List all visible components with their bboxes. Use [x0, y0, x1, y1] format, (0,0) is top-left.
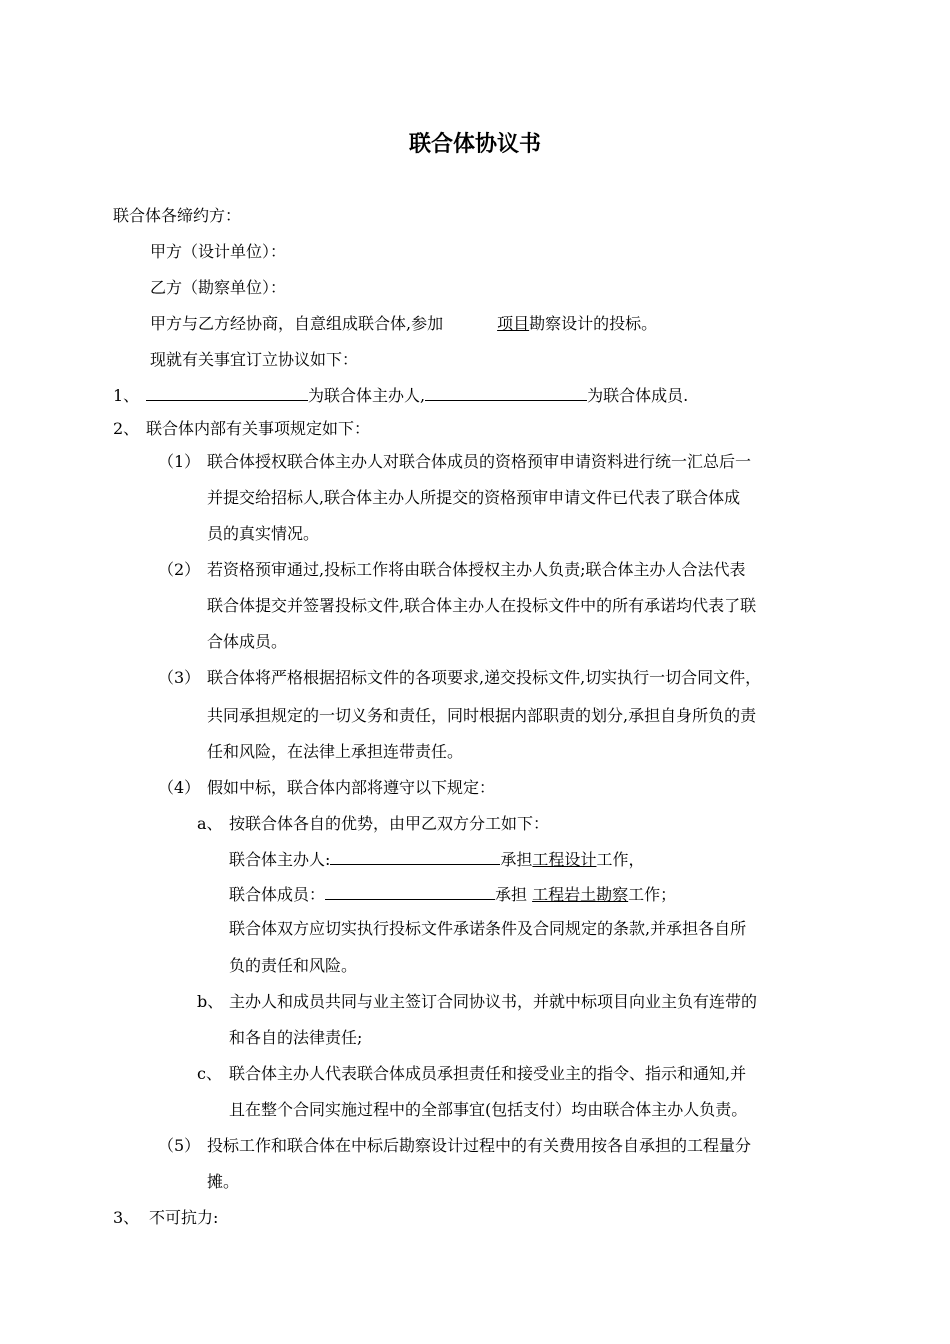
item-3-text: 不可抗力: — [149, 1208, 219, 1227]
sub-2-line: 若资格预审通过,投标工作将由联合体授权主办人负责;联合体主办人合法代表 — [207, 560, 746, 579]
sub-1-line: 联合体授权联合体主办人对联合体成员的资格预审申请资料进行统一汇总后一 — [207, 452, 752, 471]
intro-post: 勘察设计的投标。 — [529, 314, 658, 333]
leader-post: 工作， — [596, 850, 645, 869]
sub-5-line: 摊。 — [207, 1172, 240, 1191]
intro-project-blank: 项目 — [497, 314, 530, 333]
member-assignment-blank — [325, 883, 495, 900]
item-3 — [113, 1207, 218, 1229]
item-a-line: 负的责任和风险。 — [229, 956, 358, 975]
sub-1-line: 并提交给招标人,联合体主办人所提交的资格预审申请文件已代表了联合体成 — [207, 488, 741, 507]
leader-label: 联合体主办人: — [229, 850, 331, 869]
sub-1-number: （1） — [158, 452, 201, 471]
member-post: 工作； — [628, 885, 677, 904]
item-a-number: a、 — [197, 814, 223, 833]
item-1-number: 1、 — [113, 386, 140, 405]
sub-5-number: （5） — [158, 1136, 201, 1155]
sub-4-text: 假如中标，联合体内部将遵守以下规定： — [207, 778, 496, 797]
sub-1-line: 员的真实情况。 — [207, 524, 320, 543]
item-b-line: 和各自的法律责任; — [229, 1028, 363, 1047]
leader-work: 工程设计 — [532, 850, 597, 869]
intro-line — [150, 313, 657, 335]
intro-pre: 甲方与乙方经协商，自意组成联合体,参加 — [150, 314, 444, 333]
item-b-number: b、 — [197, 992, 224, 1011]
sub-3-line: 联合体将严格根据招标文件的各项要求,递交投标文件,切实执行一切合同文件， — [207, 668, 762, 687]
sub-3-line: 任和风险，在法律上承担连带责任。 — [207, 742, 464, 761]
item-c-line: 且在整个合同实施过程中的全部事宜(包括支付）均由联合体主办人负责。 — [229, 1100, 748, 1119]
sub-2-line: 合体成员。 — [207, 632, 288, 651]
leader-mid: 承担 — [500, 850, 533, 869]
leader-name-blank — [146, 384, 308, 401]
item-2-text: 联合体内部有关事项规定如下： — [146, 419, 371, 438]
item-b-line: 主办人和成员共同与业主签订合同协议书，并就中标项目向业主负有连带的 — [229, 992, 758, 1011]
item-1-text-b: 为联合体成员. — [587, 386, 689, 405]
item-2 — [113, 418, 370, 440]
item-c-number: c、 — [197, 1064, 222, 1083]
member-mid: 承担 — [495, 885, 533, 904]
sub-2-number: （2） — [158, 560, 201, 579]
item-1-text-a: 为联合体主办人, — [308, 386, 426, 405]
agree-line: 现就有关事宜订立协议如下： — [150, 350, 359, 369]
sub-4-number: （4） — [158, 778, 201, 797]
sub-2-line: 联合体提交并签署投标文件,联合体主办人在投标文件中的所有承诺均代表了联 — [207, 596, 757, 615]
member-assignment-line — [229, 883, 676, 906]
sub-5-line: 投标工作和联合体在中标后勘察设计过程中的有关费用按各自承担的工程量分 — [207, 1136, 752, 1155]
leader-assignment-line — [229, 848, 644, 871]
item-2-number: 2、 — [113, 419, 140, 438]
member-work: 工程岩土勘察 — [532, 885, 629, 904]
parties-heading: 联合体各缔约方： — [113, 206, 242, 225]
item-a-line: 联合体双方应切实执行投标文件承诺条件及合同规定的条款,并承担各自所 — [229, 919, 747, 938]
item-a-text: 按联合体各自的优势，由甲乙双方分工如下： — [229, 814, 550, 833]
party-a-line: 甲方（设计单位）： — [150, 242, 287, 261]
party-b-line: 乙方（勘察单位）： — [150, 278, 287, 297]
member-name-blank — [425, 384, 587, 401]
sub-3-number: （3） — [158, 668, 201, 687]
item-c-line: 联合体主办人代表联合体成员承担责任和接受业主的指令、指示和通知,并 — [229, 1064, 747, 1083]
item-1 — [113, 384, 688, 407]
document-title: 联合体协议书 — [408, 132, 541, 157]
item-3-number: 3、 — [113, 1208, 140, 1227]
member-label: 联合体成员： — [229, 885, 326, 904]
sub-3-line: 共同承担规定的一切义务和责任，同时根据内部职责的划分,承担自身所负的责 — [207, 706, 757, 725]
leader-assignment-blank — [330, 848, 500, 865]
